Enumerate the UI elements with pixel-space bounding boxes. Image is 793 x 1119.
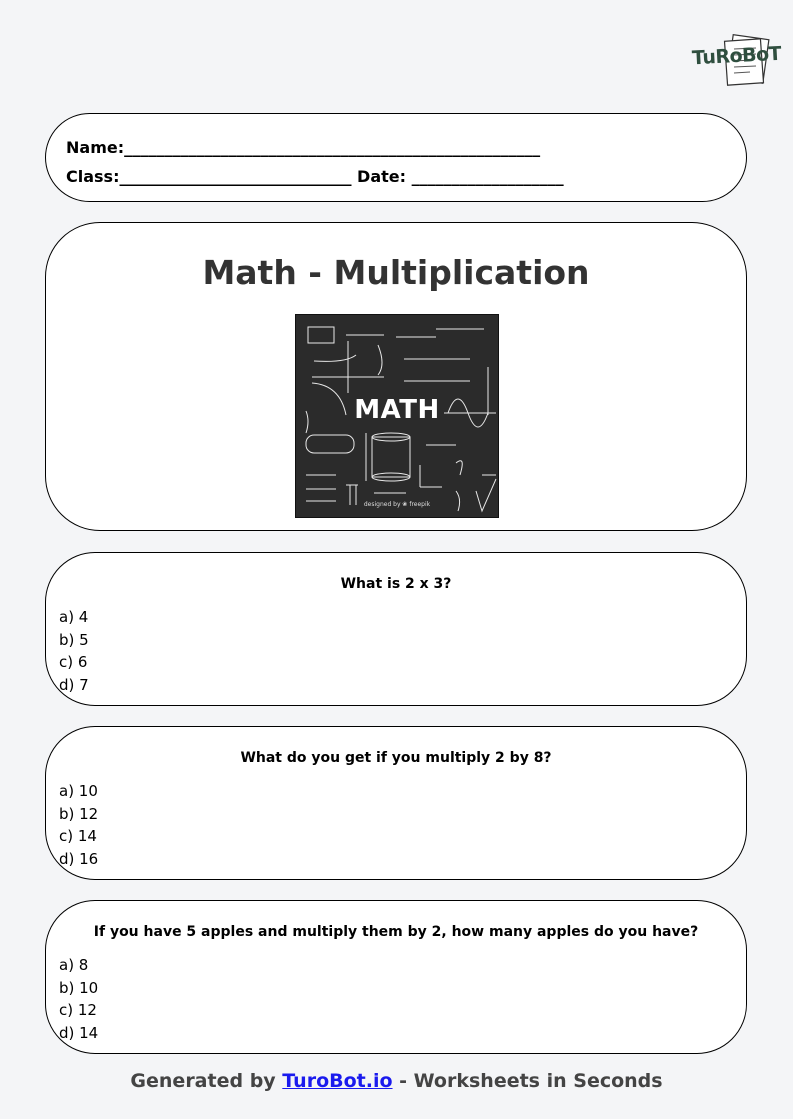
answer-option[interactable]: c) 14 (59, 827, 97, 846)
answer-option[interactable]: b) 5 (59, 630, 89, 649)
worksheet-title: Math - Multiplication (202, 253, 590, 292)
question-box-3 (45, 900, 747, 1054)
question-text: What do you get if you multiply 2 by 8? (240, 750, 552, 766)
turobot-link[interactable]: TuroBot.io (282, 1070, 393, 1092)
date-blank[interactable]: ___________________ (411, 167, 564, 186)
answer-option[interactable]: a) 10 (59, 782, 98, 800)
chalkboard-image (295, 314, 499, 518)
answer-options (59, 606, 89, 697)
student-info-box (45, 113, 747, 202)
footer-suffix: - Worksheets in Seconds (392, 1070, 663, 1092)
answer-option[interactable]: d) 16 (59, 850, 99, 869)
answer-option[interactable]: d) 14 (59, 1024, 99, 1043)
answer-option[interactable]: a) 8 (59, 956, 89, 974)
logo-text: TuRoBoT (691, 42, 782, 70)
question-box-1 (45, 552, 747, 706)
turobot-logo (690, 33, 782, 89)
answer-options (59, 954, 98, 1045)
question-text: What is 2 x 3? (340, 576, 452, 592)
answer-options (59, 780, 98, 871)
answer-option[interactable]: a) 4 (59, 608, 89, 626)
question-text: If you have 5 apples and multiply them by 2, how many apples do you have? (93, 924, 699, 940)
image-credit: designed by ❀ freepik (363, 501, 431, 508)
class-blank[interactable]: _____________________________ (119, 167, 352, 186)
footer (0, 1070, 793, 1092)
chalkboard-label: MATH (354, 395, 440, 425)
answer-option[interactable]: b) 10 (59, 978, 99, 997)
name-row (66, 138, 540, 157)
date-label: Date: (357, 167, 407, 186)
name-label: Name: (66, 138, 125, 157)
name-blank[interactable]: ____________________________________________________ (124, 138, 541, 157)
footer-prefix: Generated by (130, 1070, 283, 1092)
question-box-2 (45, 726, 747, 880)
answer-option[interactable]: b) 12 (59, 804, 99, 823)
title-box (45, 222, 747, 531)
answer-option[interactable]: c) 6 (59, 653, 88, 672)
answer-option[interactable]: c) 12 (59, 1001, 97, 1020)
answer-option[interactable]: d) 7 (59, 676, 89, 695)
class-label: Class: (66, 167, 120, 186)
class-date-row (66, 167, 564, 186)
